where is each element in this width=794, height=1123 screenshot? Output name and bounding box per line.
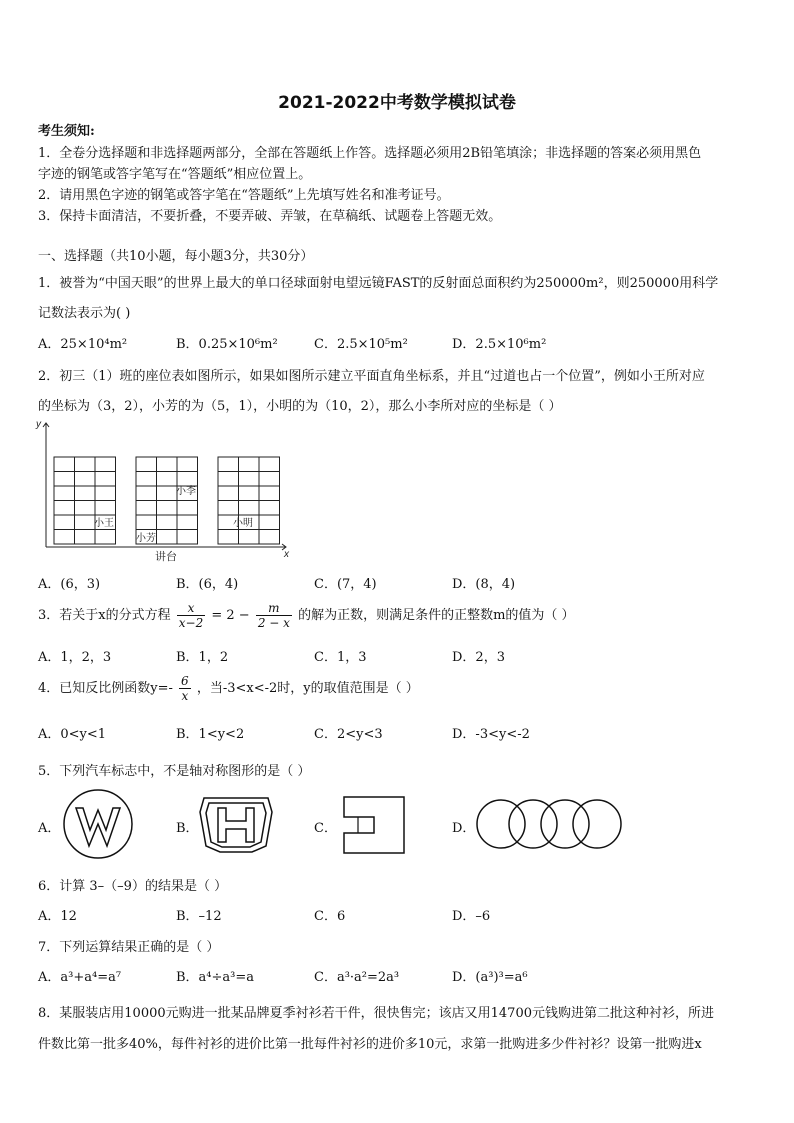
honda-logo-icon <box>196 792 276 856</box>
q6-option-d[interactable]: D．–6 <box>452 909 491 924</box>
q3-stem-pre: 3．若关于x的分式方程 <box>38 608 171 623</box>
q1-option-a[interactable]: A．25×10⁴m² <box>38 337 128 352</box>
seat-cell <box>259 457 280 472</box>
seat-cell <box>239 486 260 501</box>
q4-option-b[interactable]: B．1<y<2 <box>176 727 245 742</box>
label-xiaowang: 小王 <box>94 518 114 529</box>
notice-item-1: 1．全卷分选择题和非选择题两部分，全部在答题纸上作答。选择题必须用2B铅笔填涂；非选择题的答案必须用黑色 <box>38 146 702 161</box>
q3-fraction-2-numerator: m <box>256 601 292 616</box>
q4-stem-pre: 4．已知反比例函数y=- <box>38 681 173 696</box>
seat-cell <box>259 501 280 516</box>
seat-cell <box>157 530 178 545</box>
geometric-logo-icon <box>340 793 408 857</box>
q7-option-c[interactable]: C．a³·a²=2a³ <box>314 970 400 985</box>
seat-cell <box>259 486 280 501</box>
q5-stem: 5．下列汽车标志中，不是轴对称图形的是（ ） <box>38 764 311 779</box>
q3-fraction-1-denominator: x−2 <box>178 616 204 630</box>
seat-cell <box>157 472 178 487</box>
q7-option-b[interactable]: B．a⁴÷a³=a <box>176 970 255 985</box>
seat-cell <box>157 501 178 516</box>
seat-cell <box>75 457 96 472</box>
q3-fraction-2 <box>256 601 292 630</box>
y-axis-label: y <box>36 419 41 430</box>
q5-option-b[interactable]: B． <box>176 821 199 836</box>
seat-cell <box>157 457 178 472</box>
q2-stem: 2．初三（1）班的座位表如图所示，如果如图所示建立平面直角坐标系，并且“过道也占一个位置”，例如小王所对应 <box>38 369 705 384</box>
q2-option-b[interactable]: B．(6，4) <box>176 577 239 592</box>
q4-fraction-numerator: 6 <box>181 674 189 688</box>
seat-cell <box>218 472 239 487</box>
seat-cell <box>239 457 260 472</box>
seat-cell <box>259 515 280 530</box>
q7-stem: 7．下列运算结果正确的是（ ） <box>38 940 220 955</box>
vw-logo-icon <box>62 788 134 860</box>
q4-stem <box>38 673 419 705</box>
seat-cell <box>75 515 96 530</box>
q5-option-d[interactable]: D． <box>452 821 476 836</box>
seat-cell <box>136 515 157 530</box>
seat-block-1 <box>54 457 116 544</box>
seat-cell <box>239 472 260 487</box>
q4-fraction <box>179 674 191 703</box>
q4-stem-post: ，当-3<x<-2时，y的取值范围是（ ） <box>196 681 419 696</box>
q7-option-d[interactable]: D．(a³)³=a⁶ <box>452 970 528 985</box>
q3-stem-mid: = 2 − <box>211 608 250 623</box>
page-title: 2021-2022中考数学模拟试卷 <box>278 93 516 113</box>
q3-option-b[interactable]: B．1，2 <box>176 650 229 665</box>
q2-option-d[interactable]: D．(8，4) <box>452 577 516 592</box>
seat-cell <box>136 457 157 472</box>
seat-cell <box>157 515 178 530</box>
q6-option-b[interactable]: B．–12 <box>176 909 222 924</box>
seat-cell <box>259 530 280 545</box>
four-rings-logo-icon <box>474 795 624 853</box>
notice-heading: 考生须知: <box>38 124 95 139</box>
q8-stem: 8．某服装店用10000元购进一批某品牌夏季衬衫若干件，很快售完；该店又用14700元钱购进第二批这种衬衫，所进 <box>38 1006 714 1021</box>
label-xiaofang: 小芳 <box>136 533 156 544</box>
seat-cell <box>177 530 198 545</box>
q2-option-c[interactable]: C．(7，4) <box>314 577 377 592</box>
q8-stem-cont: 件数比第一批多40%，每件衬衫的进价比第一批每件衬衫的进价多10元，求第一批购进多少件衬衫？设第一批购进x <box>38 1037 702 1052</box>
seat-cell <box>54 515 75 530</box>
q4-option-a[interactable]: A．0<y<1 <box>38 727 107 742</box>
q1-stem: 1．被誉为“中国天眼”的世界上最大的单口径球面射电望远镜FAST的反射面总面积约为250000m²，则250000用科学 <box>38 276 719 291</box>
q3-stem-post: 的解为正数，则满足条件的正整数m的值为（ ） <box>298 608 575 623</box>
q2-option-a[interactable]: A．(6，3) <box>38 577 101 592</box>
notice-item-2: 2．请用黑色字迹的钢笔或答字笔在“答题纸”上先填写姓名和准考证号。 <box>38 188 450 203</box>
q2-stem-cont: 的坐标为（3，2），小芳的为（5，1），小明的为（10，2），那么小李所对应的坐标是（ ） <box>38 399 562 414</box>
seat-cell <box>136 501 157 516</box>
q6-option-a[interactable]: A．12 <box>38 909 77 924</box>
label-xiaoli: 小李 <box>176 486 196 497</box>
seat-cell <box>177 457 198 472</box>
q3-fraction-2-denominator: 2 − x <box>257 616 290 630</box>
seat-cell <box>95 457 116 472</box>
seat-cell <box>177 501 198 516</box>
seat-cell <box>75 501 96 516</box>
seat-cell <box>177 472 198 487</box>
seat-cell <box>239 501 260 516</box>
notice-item-1-cont: 字迹的钢笔或答字笔写在“答题纸”相应位置上。 <box>38 167 312 182</box>
seat-cell <box>95 486 116 501</box>
q3-fraction-1 <box>177 601 205 630</box>
seat-cell <box>54 530 75 545</box>
q3-fraction-1-numerator: x <box>177 601 205 616</box>
q3-stem <box>38 600 575 632</box>
seat-cell <box>136 486 157 501</box>
seating-chart-figure <box>34 415 300 565</box>
q7-option-a[interactable]: A．a³+a⁴=a⁷ <box>38 970 122 985</box>
seat-cell <box>95 530 116 545</box>
seat-cell <box>95 501 116 516</box>
q1-option-b[interactable]: B．0.25×10⁶m² <box>176 337 278 352</box>
q1-option-c[interactable]: C．2.5×10⁵m² <box>314 337 408 352</box>
notice-item-3: 3．保持卡面清洁，不要折叠，不要弄破、弄皱，在草稿纸、试题卷上答题无效。 <box>38 209 502 224</box>
seat-cell <box>75 486 96 501</box>
q6-option-c[interactable]: C．6 <box>314 909 346 924</box>
q4-option-c[interactable]: C．2<y<3 <box>314 727 383 742</box>
label-xiaoming: 小明 <box>233 518 253 529</box>
seat-cell <box>177 515 198 530</box>
q4-fraction-denominator: x <box>181 689 189 703</box>
q3-option-a[interactable]: A．1，2，3 <box>38 650 112 665</box>
seat-cell <box>136 472 157 487</box>
seat-cell <box>75 530 96 545</box>
q3-option-c[interactable]: C．1，3 <box>314 650 367 665</box>
seat-cell <box>95 472 116 487</box>
q3-option-d[interactable]: D．2，3 <box>452 650 505 665</box>
seat-cell <box>239 530 260 545</box>
label-podium: 讲台 <box>155 551 177 563</box>
seat-block-3 <box>218 457 280 544</box>
q4-option-d[interactable]: D．-3<y<-2 <box>452 727 530 742</box>
x-axis-label: x <box>284 549 289 560</box>
q5-option-a[interactable]: A． <box>38 821 61 836</box>
seat-cell <box>54 457 75 472</box>
q5-option-c[interactable]: C． <box>314 821 337 836</box>
seat-block-2 <box>136 457 198 544</box>
seat-cell <box>218 486 239 501</box>
section-heading: 一、选择题（共10小题，每小题3分，共30分） <box>38 249 314 264</box>
q1-option-d[interactable]: D．2.5×10⁶m² <box>452 337 547 352</box>
q6-stem: 6．计算 3–（–9）的结果是（ ） <box>38 879 228 894</box>
seat-cell <box>75 472 96 487</box>
seat-cell <box>157 486 178 501</box>
q1-stem-cont: 记数法表示为( ) <box>38 306 131 321</box>
seat-cell <box>259 472 280 487</box>
seat-cell <box>54 472 75 487</box>
seat-cell <box>218 457 239 472</box>
seat-cell <box>218 530 239 545</box>
seat-cell <box>54 501 75 516</box>
seat-cell <box>218 501 239 516</box>
seat-cell <box>54 486 75 501</box>
